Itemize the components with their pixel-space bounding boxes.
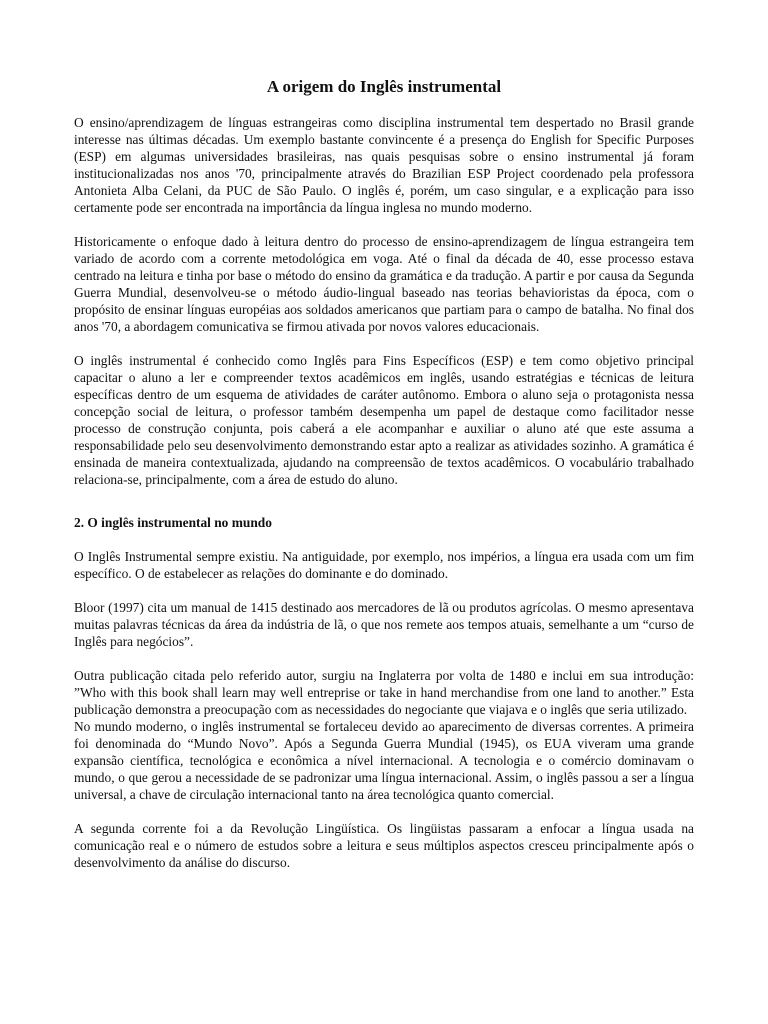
paragraph-spacer (74, 531, 694, 548)
paragraph-spacer (74, 335, 694, 352)
paragraph-intro-3: O inglês instrumental é conhecido como Inglês para Fins Específicos (ESP) e tem como objetivo principal capacitar o aluno a ler e compreender textos acadêmicos em inglês, usando estratégias e técnicas de leitura específicas dentro de um esquema de atividades de caráter autônomo. Embora o aluno seja o protagonista nessa concepção social de leitura, o professor também desempenha um papel de destaque como facilitador nesse processo de construção conjunta, pois caberá a ele acompanhar e auxiliar o aluno até que este assuma a responsabilidade pelo seu desenvolvimento demonstrando estar apto a realizar as atividades sozinho. A gramática é ensinada de maneira contextualizada, ajudando na compreensão de textos acadêmicos. O vocabulário trabalhado relaciona-se, principalmente, com a área de estudo do aluno. (74, 353, 694, 487)
document-title: A origem do Inglês instrumental (266, 77, 502, 96)
paragraph-spacer (74, 803, 694, 820)
paragraph-spacer (74, 216, 694, 233)
section-spacer (74, 488, 694, 514)
paragraph-spacer (74, 650, 694, 667)
paragraph-section2-1: O Inglês Instrumental sempre existiu. Na antiguidade, por exemplo, nos impérios, a língua era usada com um fim específico. O de estabelecer as relações do dominante e do dominado. (74, 549, 694, 581)
paragraph-intro-2: Historicamente o enfoque dado à leitura dentro do processo de ensino-aprendizagem de língua estrangeira tem variado de acordo com a corrente metodológica em voga. Até o final da década de 40, esse processo estava centrado na leitura e tinha por base o método do ensino da gramática e da tradução. A partir e por causa da Segunda Guerra Mundial, desenvolveu-se o método áudio-lingual baseado nas teorias behavioristas da época, com o propósito de ensinar línguas européias aos soldados americanos que partiam para o campo de batalha. No final dos anos '70, a abordagem comunicativa se firmou ativada por novos valores educacionais. (74, 234, 694, 334)
document-page (74, 76, 694, 871)
paragraph-section2-2: Bloor (1997) cita um manual de 1415 destinado aos mercadores de lã ou produtos agrícolas. O mesmo apresentava muitas palavras técnicas da área da indústria de lã, o que nos remete aos tempos atuais, semelhante a um “curso de Inglês para negócios”. (74, 600, 694, 649)
paragraph-intro-1: O ensino/aprendizagem de línguas estrangeiras como disciplina instrumental tem despertado no Brasil grande interesse nas últimas décadas. Um exemplo bastante convincente é a presença do English for Specific Purposes (ESP) em algumas universidades brasileiras, nas quais pesquisas sobre o ensino instrumental já foram institucionalizadas nos anos '70, principalmente através do Brazilian ESP Project coordenado pela professora Antonieta Alba Celani, da PUC de São Paulo. O inglês é, porém, um caso singular, e a explicação para isso certamente pode ser encontrada na importância da língua inglesa no mundo moderno. (74, 115, 694, 215)
paragraph-spacer (74, 582, 694, 599)
section-heading: 2. O inglês instrumental no mundo (74, 515, 272, 530)
paragraph-section2-3: Outra publicação citada pelo referido autor, surgiu na Inglaterra por volta de 1480 e inclui em sua introdução: ”Who with this book shall learn may well entreprise or take in hand merchandise from one land to another.” Esta publicação demonstra a preocupação com as necessidades do negociante que viajava e o inglês que seria utilizado. (74, 668, 694, 717)
paragraph-section2-5: A segunda corrente foi a da Revolução Lingüística. Os lingüistas passaram a enfocar a língua usada na comunicação real e o número de estudos sobre a leitura e seus múltiplos aspectos cresceu principalmente após o desenvolvimento da análise do discurso. (74, 821, 694, 870)
paragraph-section2-4: No mundo moderno, o inglês instrumental se fortaleceu devido ao aparecimento de diversas correntes. A primeira foi denominada do “Mundo Novo”. Após a Segunda Guerra Mundial (1945), os EUA viveram uma grande expansão científica, tecnológica e econômica a nível internacional. A tecnologia e o comércio dominavam o mundo, o que gerou a necessidade de se padronizar uma língua internacional. Assim, o inglês passou a ser a língua universal, a chave de circulação internacional tanto na área tecnológica quanto comercial. (74, 719, 694, 802)
